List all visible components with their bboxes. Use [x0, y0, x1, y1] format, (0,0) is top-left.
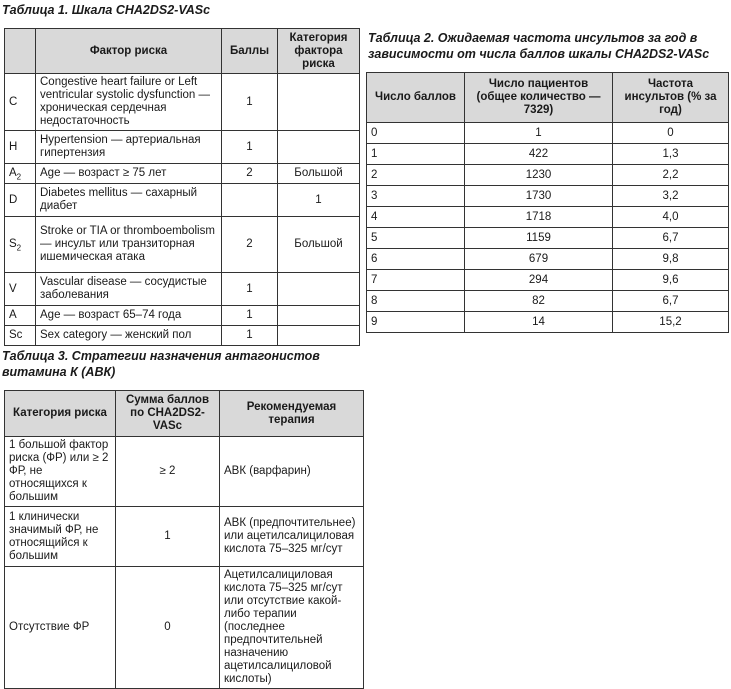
factor-cell: Congestive heart failure or Left ventricular systolic dysfunction — хроническая сердечная недостаточность [36, 74, 222, 131]
patients-cell: 1230 [465, 165, 613, 186]
table-row [367, 123, 729, 144]
therapy-cell: АВК (предпочтительнее) или ацетилсалициловая кислота 75–325 мг/сут [220, 507, 364, 567]
factor-cell: Vascular disease — сосудистые заболевания [36, 273, 222, 306]
patients-cell: 1159 [465, 228, 613, 249]
rate-cell: 15,2 [613, 312, 729, 333]
points-cell: 1 [222, 273, 278, 306]
rate-cell: 6,7 [613, 228, 729, 249]
rate-cell: 1,3 [613, 144, 729, 165]
factor-cell: Age — возраст ≥ 75 лет [36, 164, 222, 184]
patients-cell: 1 [465, 123, 613, 144]
category-cell: Большой [278, 164, 360, 184]
vka-strategy-table [4, 390, 364, 689]
rate-cell: 9,6 [613, 270, 729, 291]
score-cell: 7 [367, 270, 465, 291]
header-therapy: Рекомендуемая терапия [220, 391, 364, 437]
patients-cell: 82 [465, 291, 613, 312]
header-score-sum: Сумма баллов по CHA2DS2-VASc [116, 391, 220, 437]
risk-score-table [4, 28, 360, 346]
patients-cell: 14 [465, 312, 613, 333]
header-patients: Число пациентов (общее количество — 7329) [465, 73, 613, 123]
code-cell: D [5, 184, 36, 217]
code-cell: Sc [5, 326, 36, 346]
points-cell: 2 [222, 217, 278, 273]
table-row [367, 228, 729, 249]
factor-cell: Sex category — женский пол [36, 326, 222, 346]
table-row [367, 270, 729, 291]
points-cell [222, 184, 278, 217]
score-cell: 3 [367, 186, 465, 207]
code-cell: A [5, 306, 36, 326]
table1-caption: Таблица 1. Шкала CHA2DS2-VASc [2, 3, 211, 17]
score-cell: 6 [367, 249, 465, 270]
therapy-cell: Ацетилсалициловая кислота 75–325 мг/сут или отсутствие какой-либо терапии (последнее предпочтительней назначению ацетилсалициловой кислоты) [220, 567, 364, 689]
table-header-row [5, 391, 364, 437]
table-row [5, 507, 364, 567]
code-cell: V [5, 273, 36, 306]
points-cell: 1 [222, 74, 278, 131]
points-cell: 1 [222, 306, 278, 326]
therapy-cell: АВК (варфарин) [220, 437, 364, 507]
table-row [367, 291, 729, 312]
patients-cell: 422 [465, 144, 613, 165]
points-cell: 1 [222, 131, 278, 164]
rate-cell: 0 [613, 123, 729, 144]
score-cell: 2 [367, 165, 465, 186]
stroke-rate-table [366, 72, 729, 333]
points-cell: 2 [222, 164, 278, 184]
table2-caption: Таблица 2. Ожидаемая частота инсультов за год в зависимости от числа баллов шкалы CHA2DS2-VASc [368, 31, 710, 61]
category-cell [278, 326, 360, 346]
table3-caption: Таблица 3. Стратегии назначения антагонистов витамина К (АВК) [2, 349, 320, 379]
score-sum-cell: 0 [116, 567, 220, 689]
score-sum-cell: ≥ 2 [116, 437, 220, 507]
header-code [5, 29, 36, 74]
rate-cell: 3,2 [613, 186, 729, 207]
code-cell: H [5, 131, 36, 164]
rate-cell: 4,0 [613, 207, 729, 228]
table-row [5, 217, 360, 273]
header-category: Категория фактора риска [278, 29, 360, 74]
table-header-row [5, 29, 360, 74]
risk-category-cell: 1 большой фактор риска (ФР) или ≥ 2 ФР, не относящихся к большим [5, 437, 116, 507]
header-points: Баллы [222, 29, 278, 74]
score-cell: 9 [367, 312, 465, 333]
patients-cell: 679 [465, 249, 613, 270]
table-row [5, 326, 360, 346]
table-row [5, 131, 360, 164]
code-cell: C [5, 74, 36, 131]
table-row [5, 273, 360, 306]
code-cell: $S_2$ [5, 217, 36, 273]
table-header-row [367, 73, 729, 123]
table-row [5, 437, 364, 507]
risk-category-cell: Отсутствие ФР [5, 567, 116, 689]
category-cell: Большой [278, 217, 360, 273]
score-cell: 8 [367, 291, 465, 312]
factor-cell: Stroke or TIA or thromboembolism — инсульт или транзиторная ишемическая атака [36, 217, 222, 273]
score-cell: 5 [367, 228, 465, 249]
patients-cell: 1730 [465, 186, 613, 207]
table-row [367, 207, 729, 228]
header-rate: Частота инсультов (% за год) [613, 73, 729, 123]
category-cell: 1 [278, 184, 360, 217]
table-row [367, 249, 729, 270]
score-cell: 1 [367, 144, 465, 165]
risk-category-cell: 1 клинически значимый ФР, не относящийся к большим [5, 507, 116, 567]
table-row [5, 74, 360, 131]
points-cell: 1 [222, 326, 278, 346]
table-row [5, 567, 364, 689]
header-score: Число баллов [367, 73, 465, 123]
score-sum-cell: 1 [116, 507, 220, 567]
category-cell [278, 306, 360, 326]
patients-cell: 294 [465, 270, 613, 291]
header-risk-category: Категория риска [5, 391, 116, 437]
rate-cell: 2,2 [613, 165, 729, 186]
table-row [5, 184, 360, 217]
rate-cell: 6,7 [613, 291, 729, 312]
score-cell: 0 [367, 123, 465, 144]
category-cell [278, 74, 360, 131]
header-factor: Фактор риска [36, 29, 222, 74]
table-row [367, 312, 729, 333]
table-row [5, 306, 360, 326]
table-row [367, 144, 729, 165]
table-row [5, 164, 360, 184]
patients-cell: 1718 [465, 207, 613, 228]
factor-cell: Diabetes mellitus — сахарный диабет [36, 184, 222, 217]
table-row [367, 165, 729, 186]
table-row [367, 186, 729, 207]
category-cell [278, 273, 360, 306]
code-cell: $A_2$ [5, 164, 36, 184]
category-cell [278, 131, 360, 164]
rate-cell: 9,8 [613, 249, 729, 270]
factor-cell: Hypertension — артериальная гипертензия [36, 131, 222, 164]
factor-cell: Age — возраст 65–74 года [36, 306, 222, 326]
score-cell: 4 [367, 207, 465, 228]
